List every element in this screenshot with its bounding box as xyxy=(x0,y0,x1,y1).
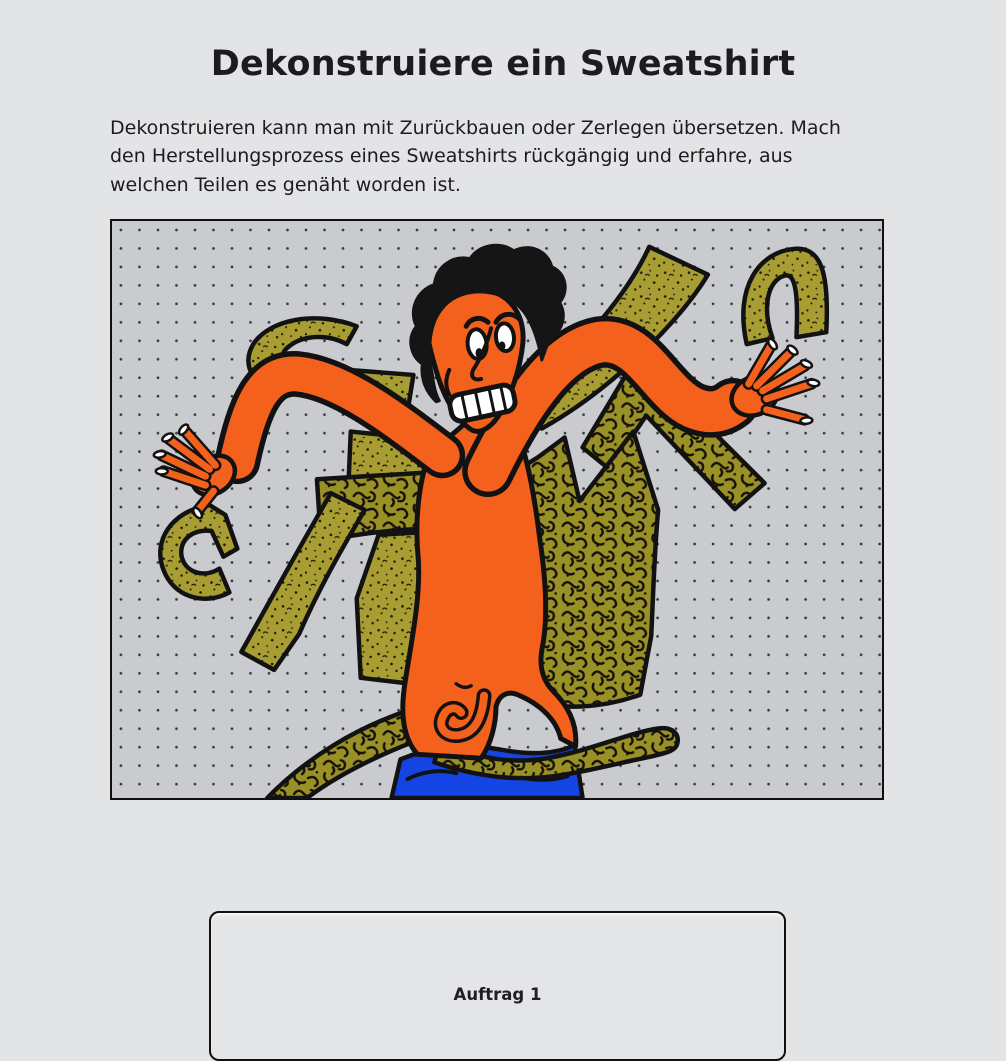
task-card-label: Auftrag 1 xyxy=(453,985,542,1004)
intro-line: den Herstellungsprozess eines Sweatshirts rückgängig und erfahre, aus xyxy=(110,145,793,168)
illustration-svg xyxy=(112,221,882,798)
intro-line: Dekonstruieren kann man mit Zurückbauen oder Zerlegen übersetzen. Mach xyxy=(110,117,841,139)
sweatshirt-deconstruction-illustration xyxy=(110,219,884,800)
intro-line: welchen Teilen es genäht worden ist. xyxy=(110,173,461,196)
intro-paragraph xyxy=(110,114,910,199)
page-title: Dekonstruiere ein Sweatshirt xyxy=(210,44,796,84)
task-card-auftrag-1[interactable] xyxy=(209,911,786,1061)
